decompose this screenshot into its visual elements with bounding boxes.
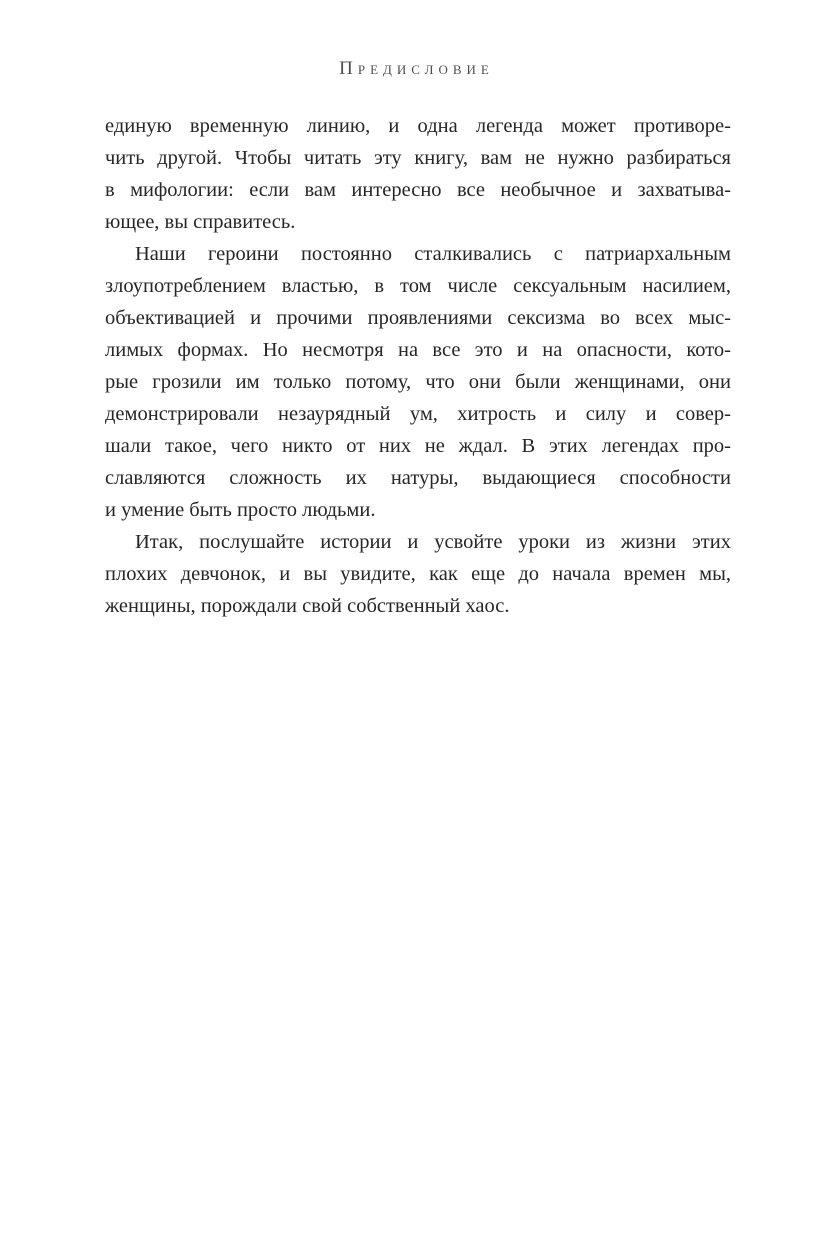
paragraph-1: [105, 110, 731, 238]
paragraph-3: [105, 526, 731, 622]
chapter-header: Предисловие: [339, 58, 494, 79]
text-line: ющее, вы справитесь.: [105, 211, 296, 233]
text-line: славляются сложность их натуры, выдающиеся способности: [105, 467, 731, 489]
text-line: злоупотреблением властью, в том числе сексуальным насилием,: [105, 275, 731, 297]
paragraph-2: [105, 238, 731, 526]
text-line: в мифологии: если вам интересно все необычное и захватыва-: [105, 179, 731, 201]
text-line: женщины, порождали свой собственный хаос.: [105, 595, 510, 617]
text-line: Наши героини постоянно сталкивались с патриархальным: [135, 243, 731, 265]
text-line: единую временную линию, и одна легенда может противоре-: [105, 115, 731, 137]
text-block: [105, 110, 731, 622]
text-line: демонстрировали незаурядный ум, хитрость и силу и совер-: [105, 403, 731, 425]
text-line: рые грозили им только потому, что они были женщинами, они: [105, 371, 731, 393]
text-line: объективацией и прочими проявлениями сексизма во всех мыс-: [105, 307, 731, 329]
text-line: чить другой. Чтобы читать эту книгу, вам не нужно разбираться: [105, 147, 731, 169]
text-line: Итак, послушайте истории и усвойте уроки из жизни этих: [135, 531, 731, 553]
text-line: лимых формах. Но несмотря на все это и на опасности, кото-: [105, 339, 731, 361]
text-line: плохих девчонок, и вы увидите, как еще до начала времен мы,: [105, 563, 731, 585]
text-line: и умение быть просто людьми.: [105, 499, 376, 521]
text-line: шали такое, чего никто от них не ждал. В этих легендах про-: [105, 435, 731, 457]
